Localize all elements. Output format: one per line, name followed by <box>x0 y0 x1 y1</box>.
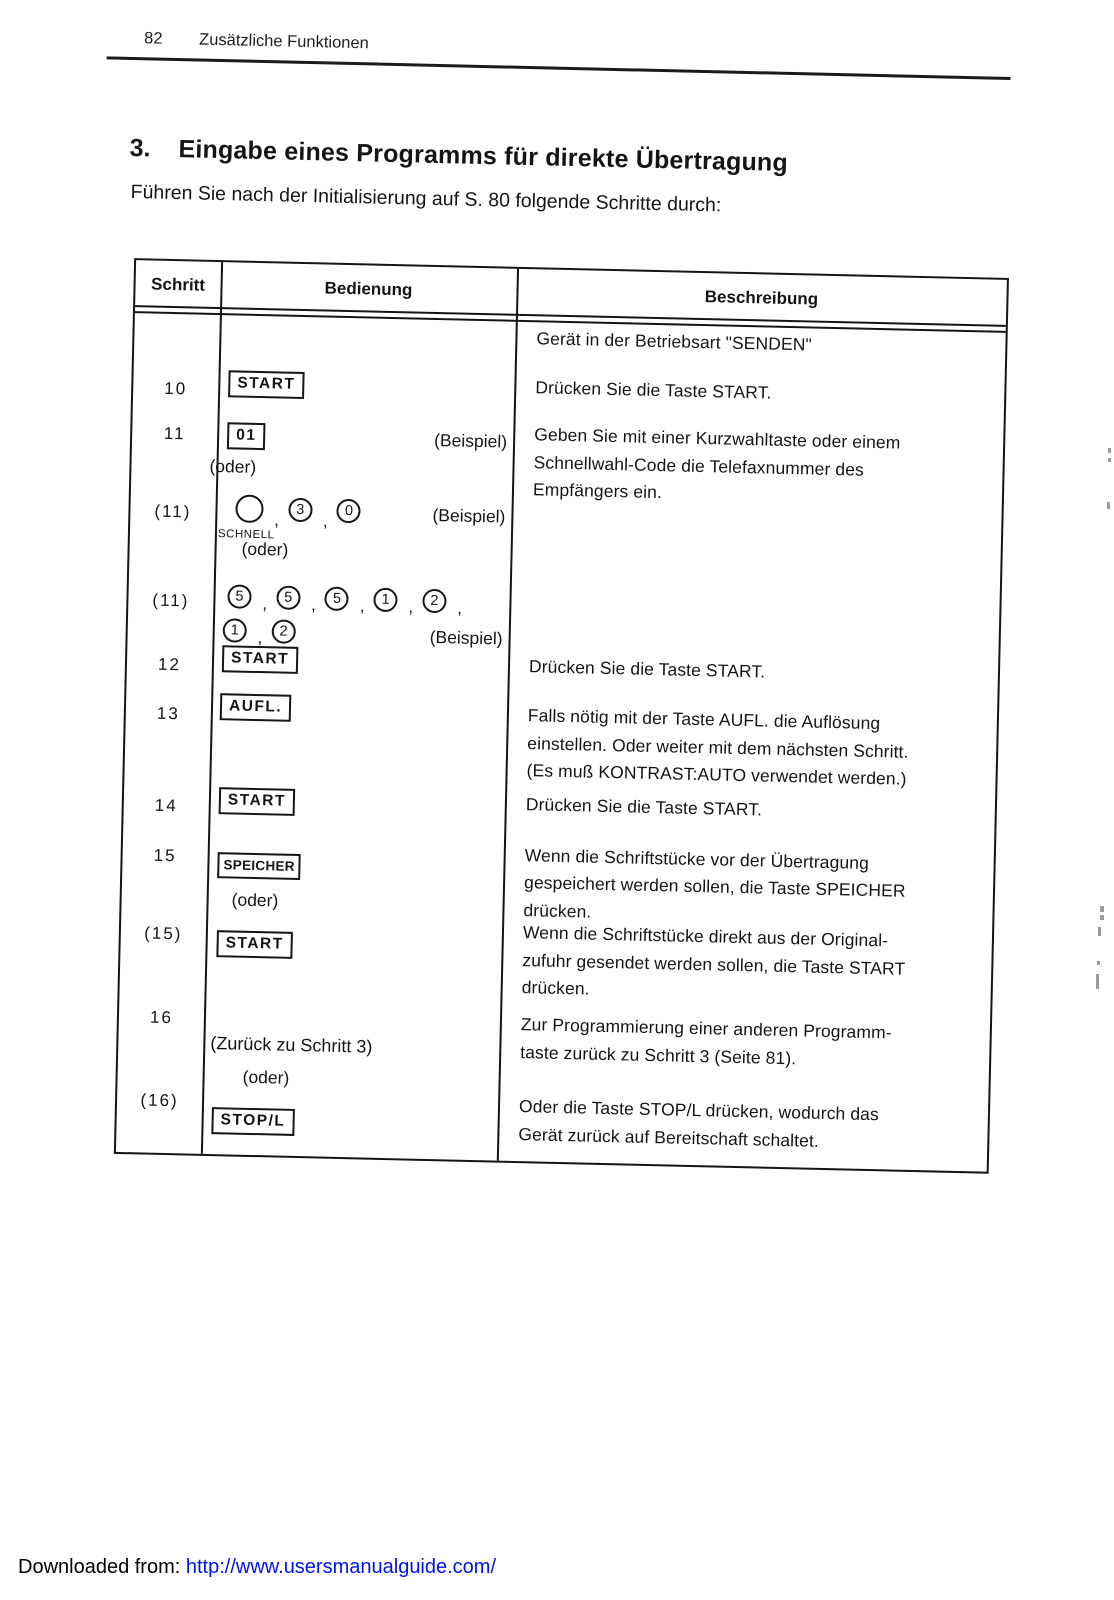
beispiel-label-1: (Beispiel) <box>433 429 508 452</box>
aufl-key: AUFL. <box>220 693 292 721</box>
desc-stop-line1: Oder die Taste STOP/L drücken, wodurch das <box>518 1096 880 1125</box>
digit-key-5: 5 <box>325 587 350 612</box>
schnell-dial-sequence <box>235 492 361 531</box>
comma: , <box>274 510 280 530</box>
desc-speicher-line2: gespeichert werden sollen, die Taste SPEICHER <box>523 872 906 901</box>
digit-key-5: 5 <box>276 585 301 610</box>
digit-key-0: 0 <box>337 499 362 524</box>
desc-aufl-line2: einstellen. Oder weiter mit dem nächsten Schritt. <box>527 733 909 762</box>
step-cell-12: 12 <box>157 654 182 675</box>
step-cell-10: 10 <box>164 378 188 399</box>
start-key: START <box>216 930 293 959</box>
comma: , <box>310 595 317 615</box>
footer-prefix: Downloaded from: <box>18 1556 186 1578</box>
number-dial-sequence-line1 <box>227 584 471 618</box>
scan-artifact <box>1108 458 1111 462</box>
step-cell-16b: (16) <box>140 1090 179 1111</box>
start-key: START <box>222 645 299 674</box>
onetouch-key: 01 <box>227 422 266 450</box>
digit-key-1: 1 <box>222 618 247 643</box>
step-cell-11b: (11) <box>154 501 192 522</box>
desc-programm-line2: taste zurück zu Schritt 3 (Seite 81). <box>520 1042 797 1069</box>
desc-press-start-14: Drücken Sie die Taste START. <box>525 794 763 820</box>
column-header-beschreibung: Beschreibung <box>704 287 819 309</box>
desc-dial-line1: Geben Sie mit einer Kurzwahltaste oder einem <box>534 424 901 453</box>
page-number: 82 <box>143 29 163 48</box>
comma: , <box>408 597 414 617</box>
comma: , <box>262 593 268 614</box>
column-divider-2 <box>497 269 519 1161</box>
steps-table <box>114 258 1009 1174</box>
schnell-key-circle <box>235 494 264 523</box>
desc-aufl-line1: Falls nötig mit der Taste AUFL. die Auflösung <box>527 705 881 734</box>
comma: , <box>457 598 463 618</box>
speicher-key: SPEICHER <box>217 852 301 879</box>
scan-artifact <box>1097 961 1100 965</box>
number-dial-sequence-line2 <box>222 618 295 647</box>
start-key: START <box>228 370 305 399</box>
beispiel-label-3: (Beispiel) <box>429 626 503 649</box>
desc-press-start-10: Drücken Sie die Taste START. <box>535 377 772 403</box>
section-number: 3. <box>129 133 151 163</box>
desc-press-start-12: Drücken Sie die Taste START. <box>528 656 766 682</box>
scan-artifact <box>1100 906 1104 912</box>
section-title: Eingabe eines Programms für direkte Übertragung <box>178 135 789 177</box>
desc-dial-line3: Empfängers ein. <box>532 479 663 503</box>
digit-key-3: 3 <box>288 498 313 523</box>
section-heading <box>129 134 788 178</box>
schnell-key-label: SCHNELL <box>217 528 275 542</box>
step-cell-13: 13 <box>156 703 181 724</box>
comma: , <box>359 596 365 616</box>
step-cell-15: 15 <box>153 845 177 866</box>
step-cell-16: 16 <box>149 1007 174 1028</box>
desc-dial-line2: Schnellwahl-Code die Telefaxnummer des <box>533 452 865 480</box>
intro-text: Führen Sie nach der Initialisierung auf S. 80 folgende Schritte durch: <box>130 181 722 217</box>
stopl-key: STOP/L <box>211 1107 294 1136</box>
scan-artifact <box>1100 915 1104 920</box>
scan-artifact <box>1107 502 1110 509</box>
step-cell-11: 11 <box>163 423 186 444</box>
scan-artifact <box>1108 448 1111 453</box>
zurueck-schritt3-label: (Zurück zu Schritt 3) <box>210 1033 373 1057</box>
digit-key-5: 5 <box>227 584 252 609</box>
step-cell-11c: (11) <box>152 590 190 611</box>
desc-direkt-line1: Wenn die Schriftstücke direkt aus der Original- <box>522 922 889 951</box>
column-header-schritt: Schritt <box>150 274 206 295</box>
scan-artifact <box>1096 974 1099 989</box>
download-footer <box>18 1556 496 1579</box>
desc-direkt-line3: drücken. <box>521 977 590 999</box>
oder-label-1: (oder) <box>209 455 257 477</box>
comma: , <box>322 511 328 531</box>
step-cell-14: 14 <box>154 795 178 816</box>
oder-label-3: (oder) <box>231 889 279 911</box>
desc-direkt-line2: zufuhr gesendet werden sollen, die Taste START <box>522 950 906 979</box>
desc-senden-mode: Gerät in der Betriebsart "SENDEN" <box>536 328 813 355</box>
desc-stop-line2: Gerät zurück auf Bereitschaft schaltet. <box>518 1124 820 1151</box>
comma: , <box>257 627 263 647</box>
digit-key-1: 1 <box>373 588 398 613</box>
digit-key-2: 2 <box>422 589 447 614</box>
desc-aufl-line3: (Es muß KONTRAST:AUTO verwendet werden.) <box>526 760 907 789</box>
oder-label-4: (oder) <box>242 1066 290 1088</box>
oder-label-2: (oder) <box>241 538 289 560</box>
chapter-title: Zusätzliche Funktionen <box>198 30 370 53</box>
scan-artifact <box>1098 927 1101 936</box>
column-header-bedienung: Bedienung <box>324 278 413 300</box>
beispiel-label-2: (Beispiel) <box>432 504 506 527</box>
desc-speicher-line1: Wenn die Schriftstücke vor der Übertragung <box>524 845 870 873</box>
start-key: START <box>219 787 296 816</box>
digit-key-2: 2 <box>271 619 296 644</box>
desc-speicher-line3: drücken. <box>523 900 592 922</box>
header-rule <box>107 56 1011 80</box>
footer-link[interactable]: http://www.usersmanualguide.com/ <box>185 1556 497 1578</box>
step-cell-15b: (15) <box>144 923 183 944</box>
desc-programm-line1: Zur Programmierung einer anderen Programm- <box>520 1014 892 1043</box>
